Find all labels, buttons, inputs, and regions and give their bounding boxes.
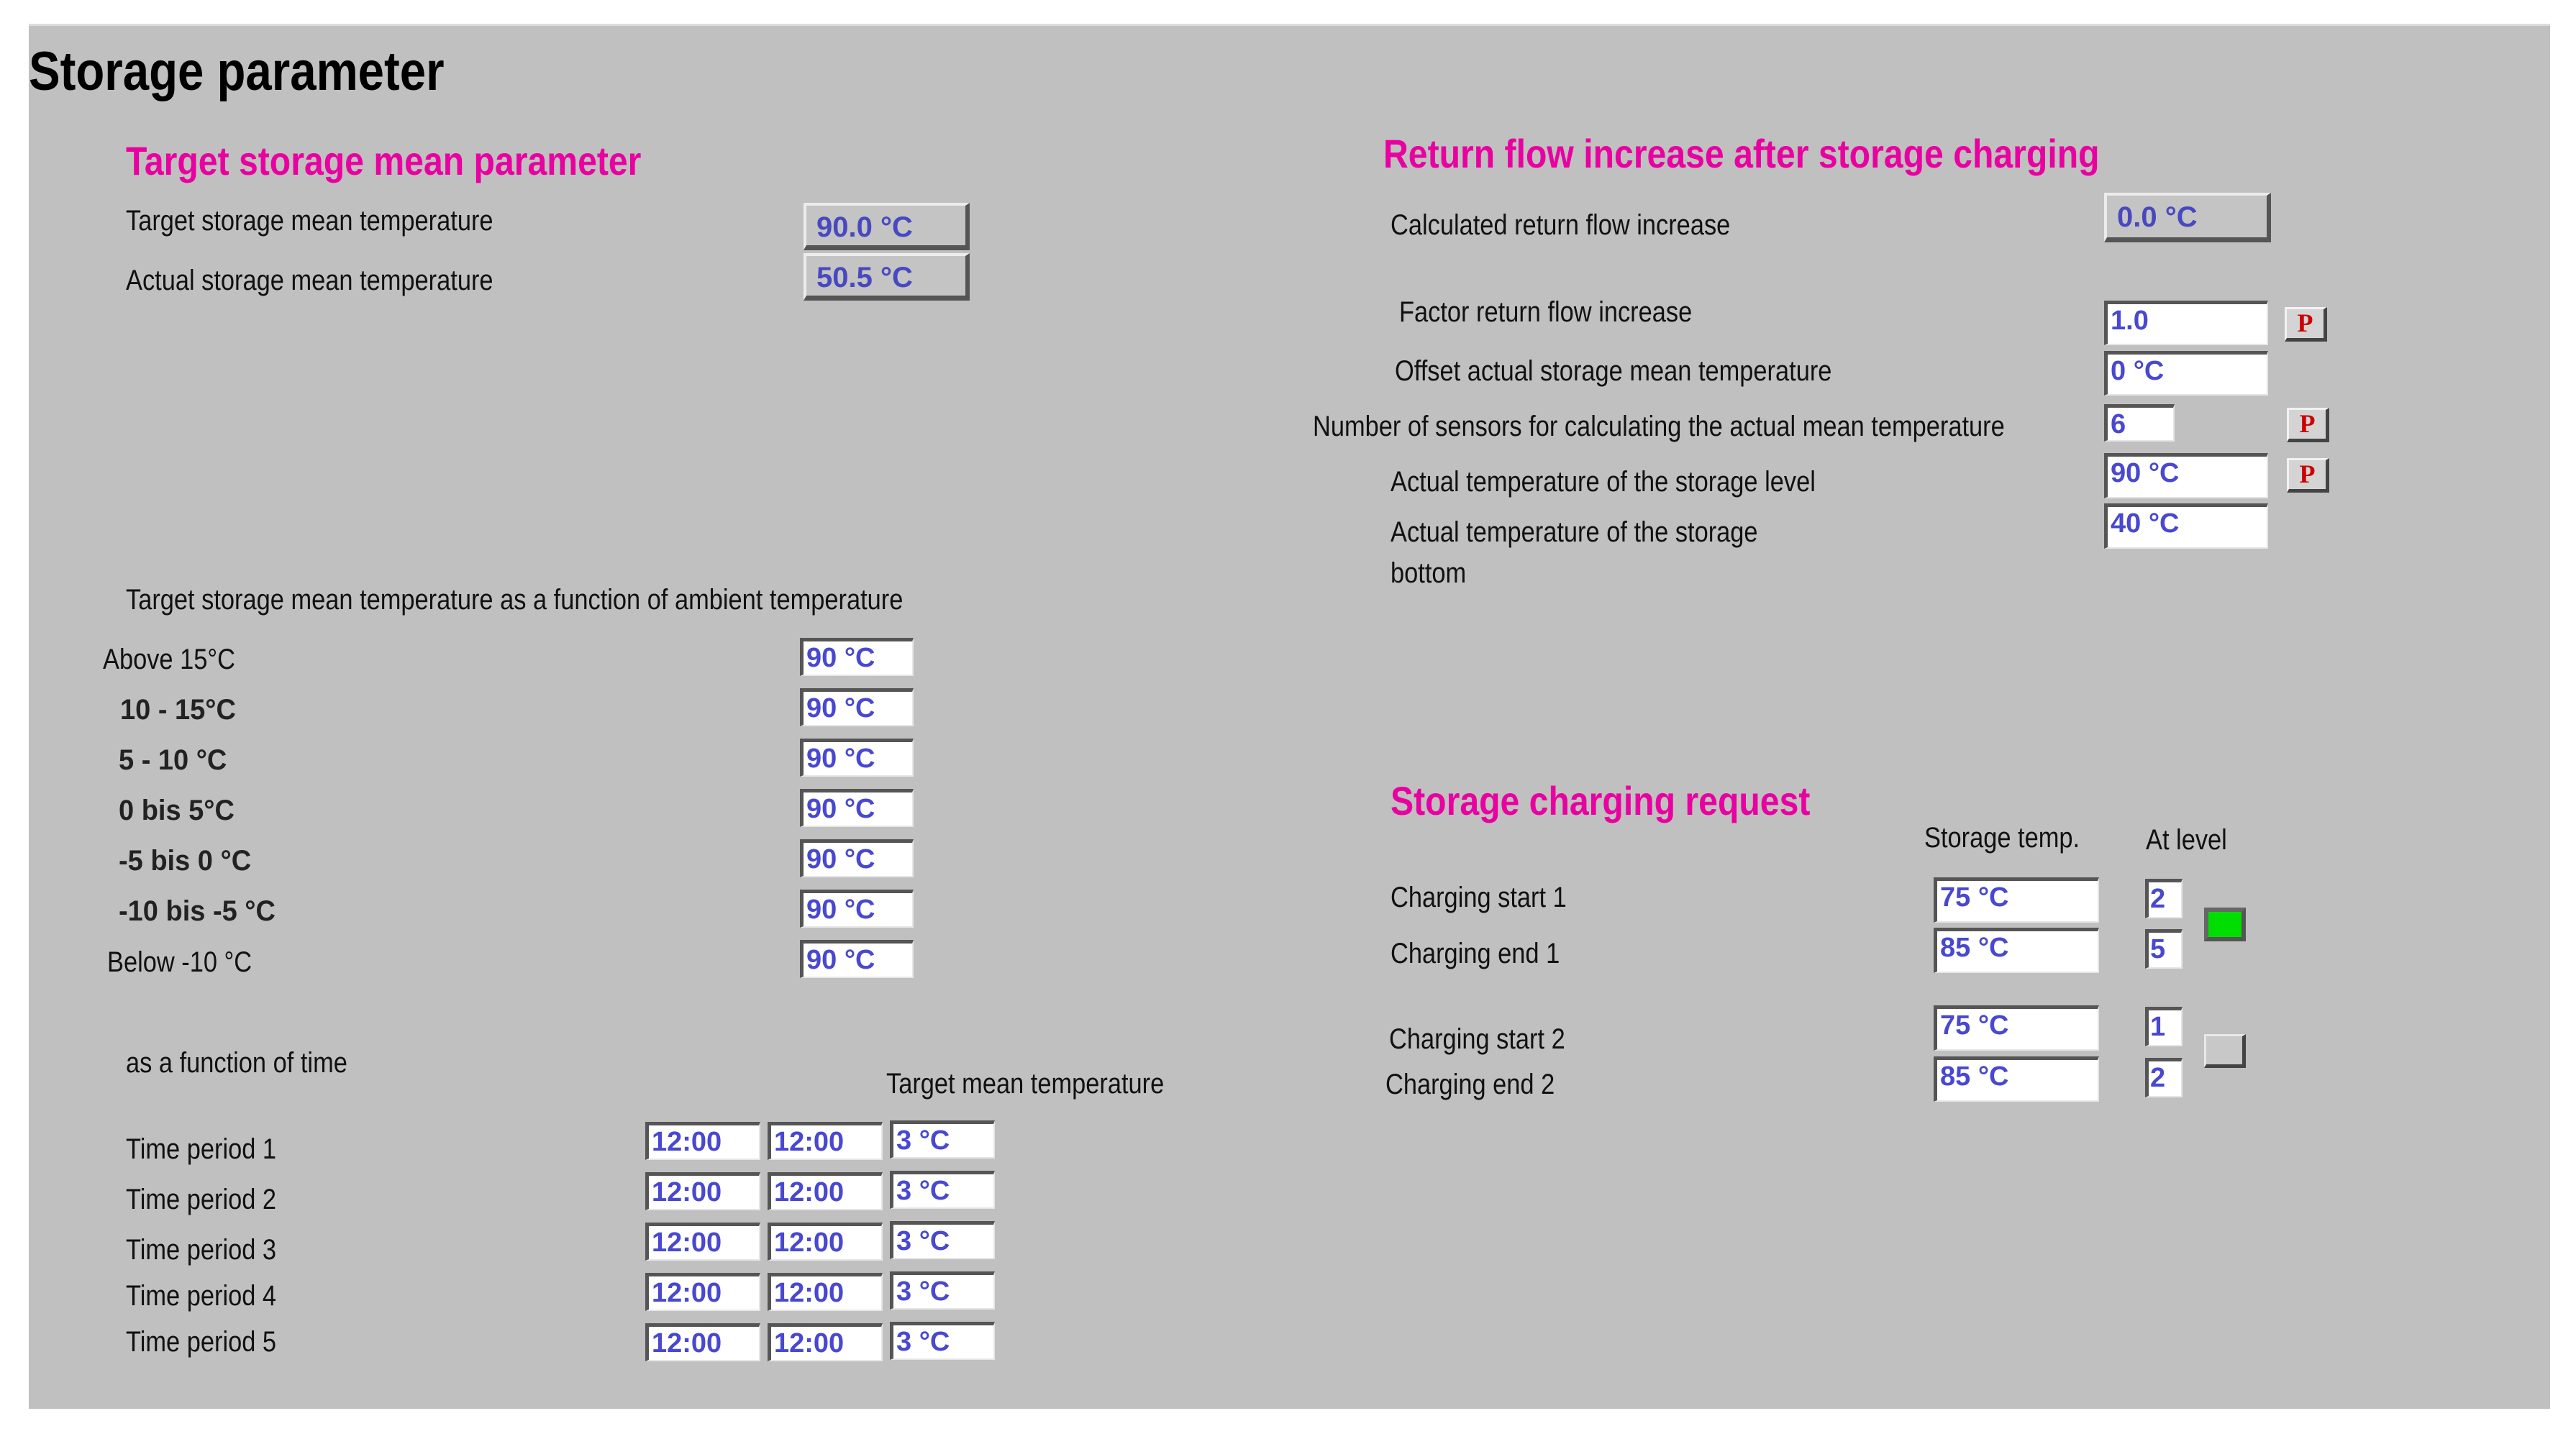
- label-charging-end-1: Charging end 1: [1391, 938, 1560, 969]
- time-period-temp-input[interactable]: 3 °C: [890, 1120, 995, 1159]
- label-offset-storage-mean-temp: Offset actual storage mean temperature: [1395, 355, 1832, 387]
- column-header-at-level: At level: [2146, 824, 2227, 856]
- charging-end-1-level-input[interactable]: 5: [2145, 929, 2183, 969]
- label-charging-start-2: Charging start 2: [1389, 1023, 1565, 1055]
- param-button-storage-level[interactable]: P: [2287, 458, 2329, 493]
- time-period-start-input[interactable]: 12:00: [645, 1172, 760, 1210]
- label-actual-storage-mean-temp: Actual storage mean temperature: [126, 265, 493, 296]
- ambient-temp-input[interactable]: 90 °C: [800, 688, 914, 726]
- ambient-temp-input[interactable]: 90 °C: [800, 638, 914, 676]
- time-period-temp-input[interactable]: 3 °C: [890, 1221, 995, 1259]
- section-heading-charging-request: Storage charging request: [1391, 778, 1811, 823]
- time-period-start-input[interactable]: 12:00: [645, 1273, 760, 1311]
- label-storage-bottom-temp-line2: bottom: [1391, 557, 1467, 589]
- ambient-row-label: 10 - 15°C: [120, 694, 236, 726]
- time-period-end-input[interactable]: 12:00: [768, 1122, 883, 1160]
- time-function-heading: as a function of time: [126, 1047, 347, 1079]
- time-period-temp-input[interactable]: 3 °C: [890, 1271, 995, 1310]
- ambient-temp-input[interactable]: 90 °C: [800, 739, 914, 777]
- label-target-storage-mean-temp: Target storage mean temperature: [126, 205, 493, 237]
- time-period-label: Time period 2: [126, 1184, 277, 1215]
- ambient-function-heading: Target storage mean temperature as a function of ambient temperature: [126, 584, 904, 616]
- time-period-label: Time period 1: [126, 1133, 277, 1165]
- readout-target-storage-mean-temp: 90.0 °C: [804, 203, 970, 250]
- time-period-temp-input[interactable]: 3 °C: [890, 1322, 995, 1360]
- charging-start-1-level-input[interactable]: 2: [2145, 879, 2183, 918]
- readout-actual-storage-mean-temp: 50.5 °C: [804, 253, 970, 301]
- time-period-start-input[interactable]: 12:00: [645, 1323, 760, 1361]
- readout-calculated-return-flow-increase: 0.0 °C: [2104, 193, 2271, 242]
- column-header-storage-temp: Storage temp.: [1924, 822, 2080, 854]
- param-button-sensors[interactable]: P: [2287, 408, 2329, 442]
- label-charging-start-1: Charging start 1: [1391, 882, 1567, 913]
- ambient-row-label: 0 bis 5°C: [119, 795, 235, 826]
- time-period-label: Time period 5: [126, 1326, 277, 1358]
- time-period-label: Time period 3: [126, 1234, 277, 1266]
- ambient-row-label: -10 bis -5 °C: [119, 895, 276, 927]
- label-number-of-sensors: Number of sensors for calculating the actual mean temperature: [1313, 411, 2005, 442]
- label-factor-return-flow-increase: Factor return flow increase: [1399, 296, 1693, 328]
- charging-start-2-level-input[interactable]: 1: [2145, 1007, 2183, 1046]
- ambient-row-label: Below -10 °C: [107, 946, 252, 978]
- time-period-start-input[interactable]: 12:00: [645, 1223, 760, 1261]
- charging-end-2-temp-input[interactable]: 85 °C: [1934, 1056, 2099, 1102]
- target-mean-temp-column-header: Target mean temperature: [886, 1068, 1165, 1100]
- charging-1-status-indicator: [2204, 908, 2246, 941]
- param-button-factor[interactable]: P: [2285, 307, 2327, 342]
- charging-end-2-level-input[interactable]: 2: [2145, 1058, 2183, 1097]
- ambient-temp-input[interactable]: 90 °C: [800, 789, 914, 827]
- time-period-temp-input[interactable]: 3 °C: [890, 1171, 995, 1209]
- label-charging-end-2: Charging end 2: [1385, 1069, 1555, 1100]
- time-period-start-input[interactable]: 12:00: [645, 1122, 760, 1160]
- time-period-end-input[interactable]: 12:00: [768, 1223, 883, 1261]
- ambient-temp-input[interactable]: 90 °C: [800, 839, 914, 877]
- ambient-row-label: Above 15°C: [103, 644, 235, 675]
- ambient-temp-input[interactable]: 90 °C: [800, 940, 914, 978]
- ambient-temp-input[interactable]: 90 °C: [800, 890, 914, 928]
- ambient-row-label: 5 - 10 °C: [119, 744, 227, 776]
- time-period-end-input[interactable]: 12:00: [768, 1172, 883, 1210]
- charging-start-1-temp-input[interactable]: 75 °C: [1934, 877, 2099, 923]
- label-storage-bottom-temp: Actual temperature of the storage: [1391, 516, 1758, 548]
- offset-storage-mean-temp-input[interactable]: 0 °C: [2104, 351, 2268, 396]
- ambient-row-label: -5 bis 0 °C: [119, 845, 252, 877]
- page-title: Storage parameter: [29, 41, 445, 102]
- number-of-sensors-input[interactable]: 6: [2104, 404, 2175, 442]
- section-heading-target-storage: Target storage mean parameter: [126, 138, 642, 183]
- time-period-label: Time period 4: [126, 1280, 277, 1312]
- charging-end-1-temp-input[interactable]: 85 °C: [1934, 928, 2099, 973]
- time-period-end-input[interactable]: 12:00: [768, 1323, 883, 1361]
- charging-2-status-indicator: [2204, 1034, 2246, 1068]
- storage-level-temp-input[interactable]: 90 °C: [2104, 453, 2268, 498]
- section-heading-return-flow: Return flow increase after storage charging: [1383, 131, 2100, 176]
- time-period-end-input[interactable]: 12:00: [768, 1273, 883, 1311]
- label-storage-level-temp: Actual temperature of the storage level: [1391, 466, 1816, 498]
- factor-return-flow-input[interactable]: 1.0: [2104, 301, 2268, 345]
- storage-bottom-temp-input[interactable]: 40 °C: [2104, 503, 2268, 549]
- charging-start-2-temp-input[interactable]: 75 °C: [1934, 1005, 2099, 1051]
- label-calculated-return-flow-increase: Calculated return flow increase: [1391, 209, 1731, 241]
